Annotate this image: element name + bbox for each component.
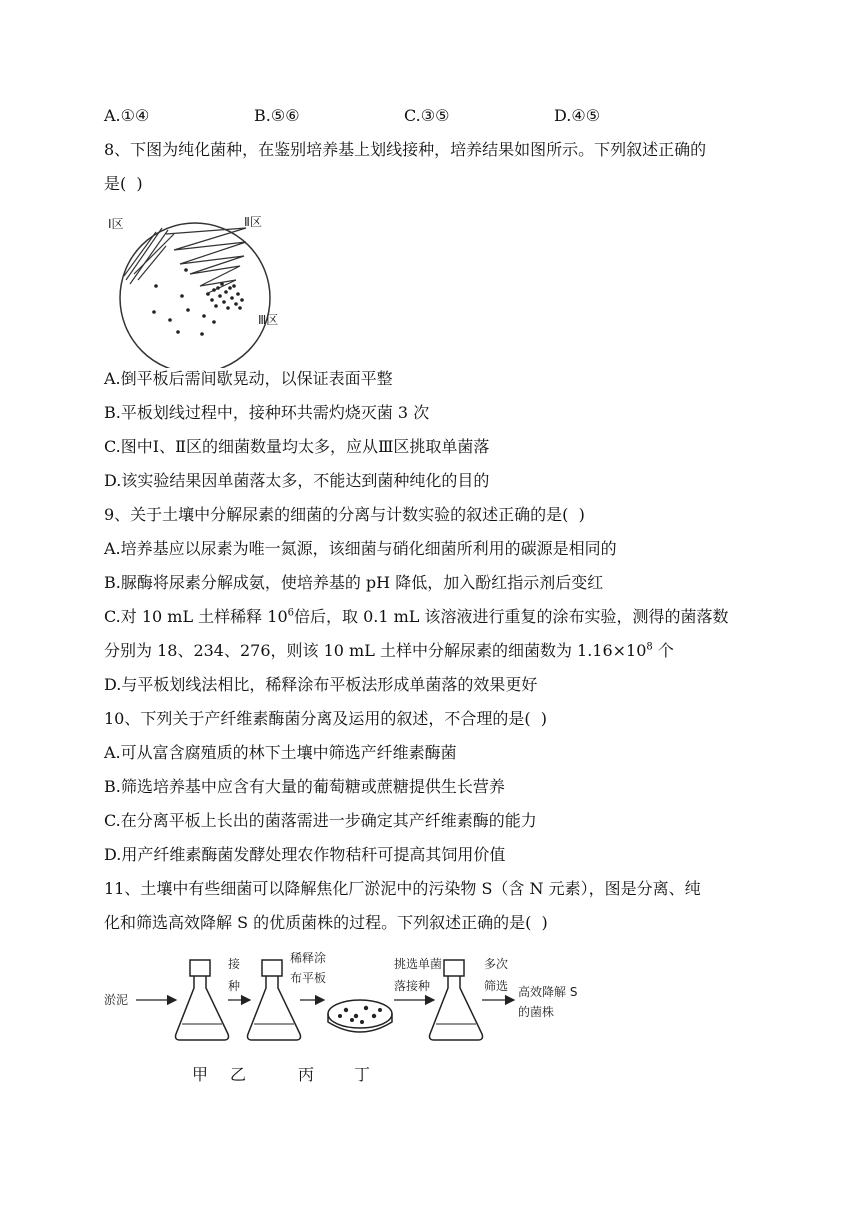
step2-label-b: 布平板	[290, 971, 327, 985]
petri-dish-bing	[328, 1000, 392, 1032]
petri-dish	[120, 223, 270, 368]
label-yi: 乙	[230, 1065, 247, 1084]
step1-label-b: 种	[228, 979, 241, 993]
q9-option-c-line2	[104, 641, 674, 661]
q9-c2-text-b: 个	[652, 641, 674, 660]
q9-stem: 9、关于土壤中分解尿素的细菌的分离与计数实验的叙述正确的是( )	[104, 505, 585, 524]
q8-stem-line1: 8、下图为纯化菌种，在鉴别培养基上划线接种，培养结果如图所示。下列叙述正确的	[104, 140, 707, 159]
q10-option-b: B.筛选培养基中应含有大量的葡萄糖或蔗糖提供生长营养	[104, 777, 505, 796]
step4-label-a: 多次	[484, 957, 509, 971]
flask-jia	[176, 960, 229, 1040]
step2-label-a: 稀释涂	[290, 951, 327, 965]
step1-label-a: 接	[228, 957, 241, 971]
q10-option-d: D.用产纤维素酶菌发酵处理农作物秸秆可提高其饲用价值	[104, 845, 506, 864]
q8-petri-dish-figure	[104, 208, 304, 368]
label-ding: 丁	[354, 1065, 371, 1084]
q8-option-b: B.平板划线过程中，接种环共需灼烧灭菌 3 次	[104, 403, 430, 422]
q9-option-a: A.培养基应以尿素为唯一氮源，该细菌与硝化细菌所利用的碳源是相同的	[104, 539, 617, 558]
zone2-label: Ⅱ区	[244, 215, 262, 229]
q7-option-d: D.④⑤	[554, 106, 601, 125]
q9-c2-exponent: 8	[646, 641, 653, 653]
sludge-label: 淤泥	[104, 993, 129, 1007]
zone1-label: Ⅰ区	[108, 217, 124, 231]
q9-option-b: B.脲酶将尿素分解成氨，使培养基的 pH 降低，加入酚红指示剂后变红	[104, 573, 604, 592]
q8-stem-line2: 是( )	[104, 174, 143, 193]
q8-option-a: A.倒平板后需间歇晃动，以保证表面平整	[104, 369, 393, 388]
q10-stem: 10、下列关于产纤维素酶菌分离及运用的叙述，不合理的是( )	[104, 709, 548, 728]
label-jia: 甲	[192, 1065, 209, 1084]
zone3-label: Ⅲ区	[258, 313, 279, 327]
q7-option-b: B.⑤⑥	[254, 106, 300, 125]
label-bing: 丙	[298, 1065, 315, 1084]
q10-option-a: A.可从富含腐殖质的林下土壤中筛选产纤维素酶菌	[104, 743, 457, 762]
zone3-colonies	[152, 268, 244, 336]
result-label-b: 的菌株	[518, 1005, 555, 1019]
q10-option-c: C.在分离平板上长出的菌落需进一步确定其产纤维素酶的能力	[104, 811, 537, 830]
q9-c1-exponent: 6	[287, 607, 294, 619]
step4-label-b: 筛选	[484, 979, 509, 993]
q9-c1-text-b: 倍后，取 0.1 mL 该溶液进行重复的涂布实验，测得的菌落数	[294, 607, 729, 626]
flask-ding	[430, 960, 483, 1040]
q8-option-d: D.该实验结果因单菌落太多，不能达到菌种纯化的目的	[104, 471, 490, 490]
q7-option-c: C.③⑤	[404, 106, 450, 125]
result-label-a: 高效降解 S	[518, 985, 578, 999]
q11-stem-line2: 化和筛选高效降解 S 的优质菌株的过程。下列叙述正确的是( )	[104, 913, 548, 932]
step3-label-b: 落接种	[394, 979, 431, 993]
q11-process-figure	[104, 950, 624, 1090]
q9-c1-text-a: C.对 10 mL 土样稀释 10	[104, 607, 288, 626]
q9-option-d: D.与平板划线法相比，稀释涂布平板法形成单菌落的效果更好	[104, 675, 538, 694]
zone1-streaks	[124, 228, 174, 284]
q8-option-c: C.图中Ⅰ、Ⅱ区的细菌数量均太多，应从Ⅲ区挑取单菌落	[104, 437, 490, 456]
q9-option-c-line1	[104, 607, 729, 627]
q7-option-a: A.①④	[104, 106, 150, 125]
q11-stem-line1: 11、土壤中有些细菌可以降解焦化厂淤泥中的污染物 S（含 N 元素），图是分离、纯	[104, 879, 701, 898]
zone2-streaks	[166, 228, 246, 294]
q9-c2-text-a: 分别为 18、234、276，则该 10 mL 土样中分解尿素的细菌数为 1.16×10	[104, 641, 647, 660]
step3-label-a: 挑选单菌	[394, 957, 443, 971]
